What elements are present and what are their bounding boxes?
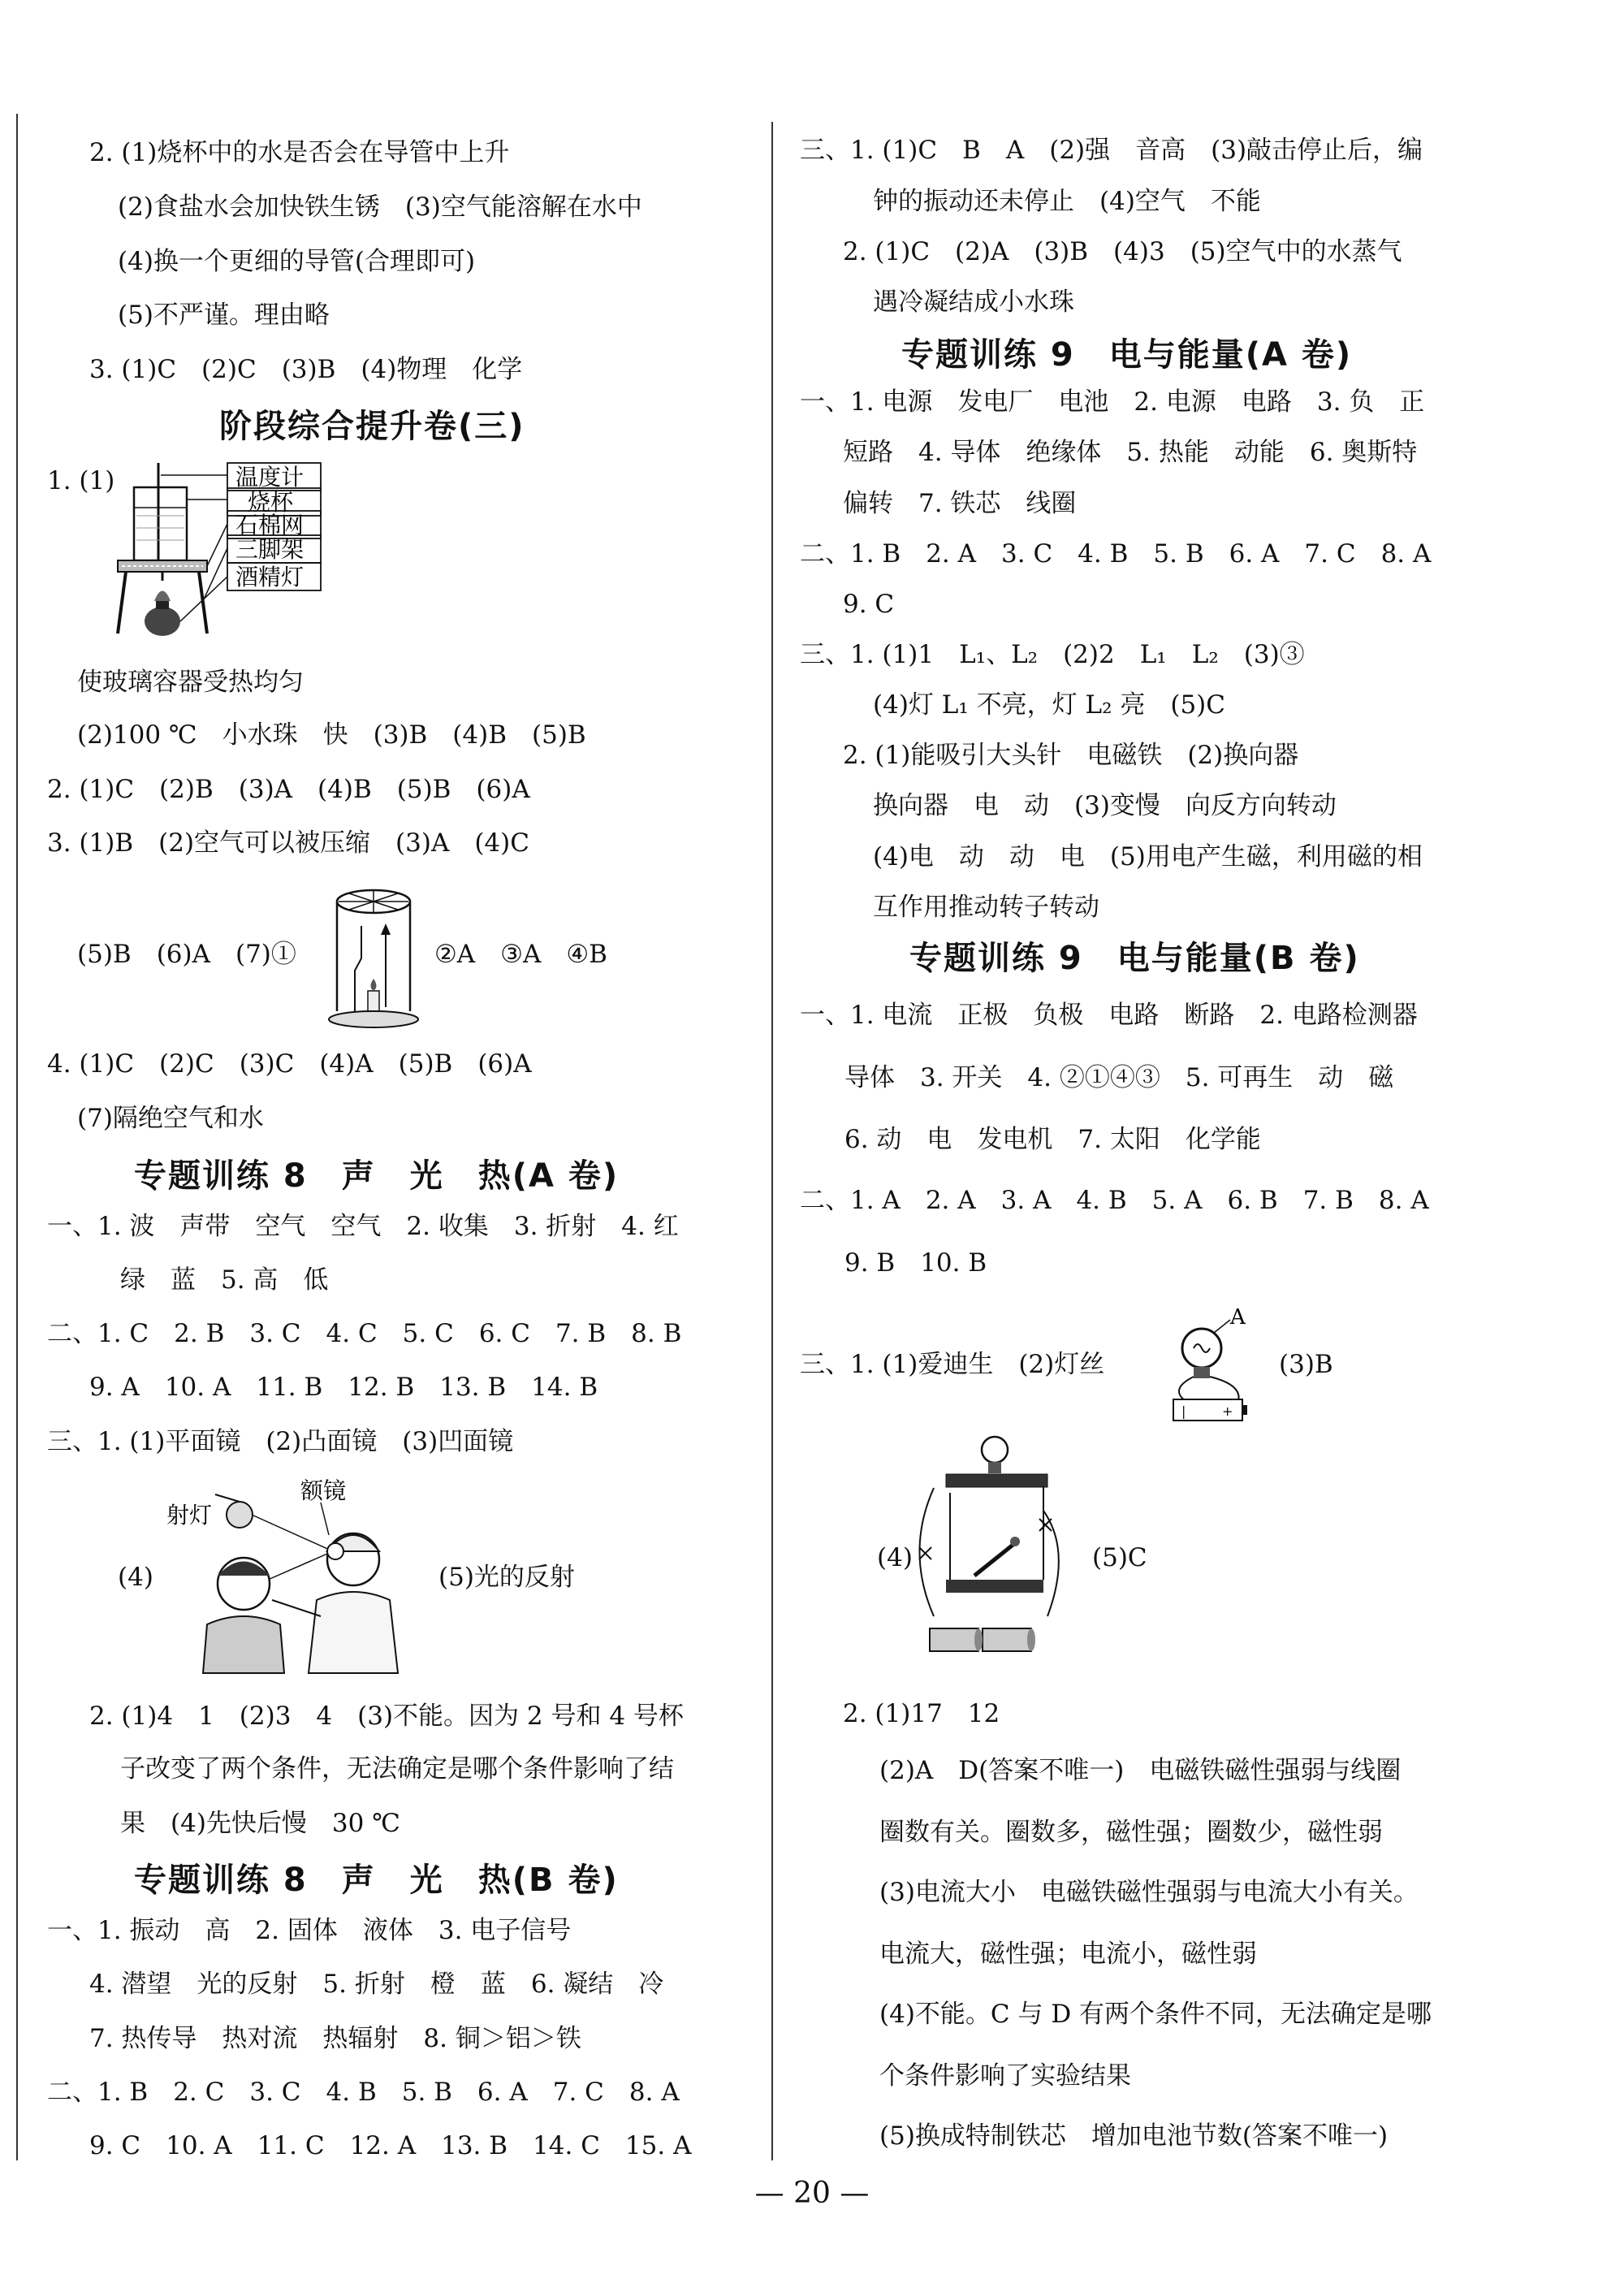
answer-line: 4. (1)C (2)C (3)C (4)A (5)B (6)A (47, 1049, 532, 1079)
answer-line: 电流大，磁性强；电流小，磁性弱 (879, 1940, 1257, 1969)
answer-line: 9. C 10. A 11. C 12. A 13. B 14. C 15. A (89, 2131, 692, 2160)
answer-line: 9. A 10. A 11. B 12. B 13. B 14. B (89, 1373, 598, 1402)
answer-line: 二、1. C 2. B 3. C 4. C 5. C 6. C 7. B 8. B (47, 1319, 682, 1348)
answer-line: 遇冷凝结成小水珠 (873, 288, 1074, 317)
label-thermometer: 温度计 (235, 464, 304, 491)
label-bulb-a: A (1230, 1305, 1246, 1330)
label-ejing: 额镜 (300, 1477, 347, 1504)
answer-line: 换向器 电 动 (3)变慢 向反方向转动 (873, 791, 1337, 820)
answer-line: (5)C (1092, 1543, 1147, 1572)
answer-line: 绿 蓝 5. 高 低 (120, 1265, 329, 1295)
answer-line: (2)100 ℃ 小水珠 快 (3)B (4)B (5)B (77, 720, 586, 750)
answer-line: (4)灯 L₁ 不亮，灯 L₂ 亮 (5)C (873, 690, 1225, 720)
answer-line: 一、1. 振动 高 2. 固体 液体 3. 电子信号 (47, 1916, 572, 1945)
answer-line: (2)A D(答案不唯一) 电磁铁磁性强弱与线圈 (879, 1756, 1402, 1785)
answer-line: 3. (1)C (2)C (3)B (4)物理 化学 (89, 355, 523, 384)
answer-line: (4)电 动 动 电 (5)用电产生磁，利用磁的相 (873, 842, 1423, 871)
answer-line: 导体 3. 开关 4. ②①④③ 5. 可再生 动 磁 (844, 1063, 1394, 1092)
answer-line: 2. (1)C (2)A (3)B (4)3 (5)空气中的水蒸气 (843, 237, 1402, 266)
answer-line: 一、1. 电流 正极 负极 电路 断路 2. 电路检测器 (800, 1001, 1418, 1030)
answer-line: (4)换一个更细的导管(合理即可) (118, 247, 476, 276)
answer-line: 7. 热传导 热对流 热辐射 8. 铜＞铝＞铁 (89, 2024, 581, 2053)
answer-line: 短路 4. 导体 绝缘体 5. 热能 动能 6. 奥斯特 (843, 438, 1418, 467)
answer-line: (7)隔绝空气和水 (77, 1104, 264, 1133)
section-heading: 阶段综合提升卷(三) (219, 408, 525, 445)
answer-line: 9. C (843, 590, 895, 619)
answer-line: 三、1. (1)C B A (2)强 音高 (3)敲击停止后，编 (800, 136, 1423, 165)
label-tripod: 三脚架 (235, 536, 304, 563)
answer-line: 一、1. 波 声带 空气 空气 2. 收集 3. 折射 4. 红 (47, 1212, 679, 1241)
forehead-mirror-figure (158, 1470, 418, 1681)
answer-line: 子改变了两个条件，无法确定是哪个条件影响了结 (120, 1754, 674, 1784)
page-number: — 20 — (754, 2177, 870, 2210)
answer-line: ②A ③A ④B (434, 940, 607, 969)
svg-text:|: | (1181, 1403, 1186, 1419)
answer-line: (5)B (6)A (7)① (77, 940, 296, 969)
candle-cylinder-figure (321, 881, 426, 1036)
section-heading: 专题训练 8 声 光 热(A 卷) (134, 1157, 620, 1195)
answer-line: 6. 动 电 发电机 7. 太阳 化学能 (844, 1125, 1261, 1154)
label-beaker: 烧杯 (248, 489, 294, 516)
label-burner: 酒精灯 (235, 564, 304, 590)
answer-line: 果 (4)先快后慢 30 ℃ (120, 1809, 400, 1838)
heating-apparatus-figure (106, 459, 333, 658)
answer-line: 偏转 7. 铁芯 线圈 (843, 489, 1077, 518)
answer-line: 互作用推动转子转动 (873, 893, 1099, 922)
answer-line: 二、1. B 2. A 3. C 4. B 5. B 6. A 7. C 8. A (800, 539, 1432, 569)
answer-line: 个条件影响了实验结果 (879, 2061, 1131, 2091)
answer-line: 2. (1)C (2)B (3)A (4)B (5)B (6)A (47, 775, 530, 804)
answer-line: (3)B (1279, 1350, 1333, 1379)
label-gauze: 石棉网 (235, 512, 304, 538)
section-heading: 专题训练 8 声 光 热(B 卷) (134, 1862, 619, 1899)
answer-line: 三、1. (1)1 L₁、L₂ (2)2 L₁ L₂ (3)③ (800, 640, 1305, 669)
answer-line: (5)光的反射 (438, 1563, 575, 1592)
svg-text:+: + (1222, 1403, 1233, 1419)
question-number: 1. (1) (47, 466, 115, 495)
answer-line: 二、1. B 2. C 3. C 4. B 5. B 6. A 7. C 8. A (47, 2078, 680, 2107)
answer-line: 使玻璃容器受热均匀 (77, 668, 304, 697)
circuit-figure (909, 1429, 1072, 1673)
answer-line: (5)换成特制铁芯 增加电池节数(答案不唯一) (879, 2121, 1389, 2151)
answer-line: (4) (118, 1563, 153, 1592)
answer-line: 2. (1)4 1 (2)3 4 (3)不能。因为 2 号和 4 号杯 (89, 1702, 684, 1731)
answer-line: (2)食盐水会加快铁生锈 (3)空气能溶解在水中 (118, 192, 642, 222)
bulb-battery-figure (1153, 1304, 1267, 1425)
answer-line: 4. 潜望 光的反射 5. 折射 橙 蓝 6. 凝结 冷 (89, 1970, 664, 1999)
answer-line: 钟的振动还未停止 (4)空气 不能 (873, 187, 1261, 216)
answer-line: 2. (1)17 12 (843, 1699, 1000, 1728)
answer-line: 9. B 10. B (844, 1248, 987, 1278)
answer-line: (4)不能。C 与 D 有两个条件不同，无法确定是哪 (879, 2000, 1432, 2029)
answer-line: 一、1. 电源 发电厂 电池 2. 电源 电路 3. 负 正 (800, 387, 1425, 417)
answer-line: (3)电流大小 电磁铁磁性强弱与电流大小有关。 (879, 1878, 1419, 1907)
section-heading: 专题训练 9 电与能量(B 卷) (909, 940, 1360, 977)
answer-line: 二、1. A 2. A 3. A 4. B 5. A 6. B 7. B 8. A (800, 1186, 1429, 1215)
answer-line: 三、1. (1)爱迪生 (2)灯丝 (800, 1350, 1105, 1379)
left-margin-rule (16, 114, 18, 2160)
label-shedeng: 射灯 (166, 1502, 213, 1529)
column-divider (771, 122, 773, 2160)
section-heading: 专题训练 9 电与能量(A 卷) (901, 336, 1353, 374)
answer-line: 3. (1)B (2)空气可以被压缩 (3)A (4)C (47, 828, 529, 858)
answer-line: 三、1. (1)平面镜 (2)凸面镜 (3)凹面镜 (47, 1427, 514, 1456)
answer-line: 2. (1)烧杯中的水是否会在导管中上升 (89, 138, 510, 167)
answer-line: (4) (877, 1543, 913, 1572)
answer-line: 2. (1)能吸引大头针 电磁铁 (2)换向器 (843, 741, 1299, 770)
answer-line: (5)不严谨。理由略 (118, 301, 330, 330)
answer-line: 圈数有关。圈数多，磁性强；圈数少，磁性弱 (879, 1818, 1383, 1847)
